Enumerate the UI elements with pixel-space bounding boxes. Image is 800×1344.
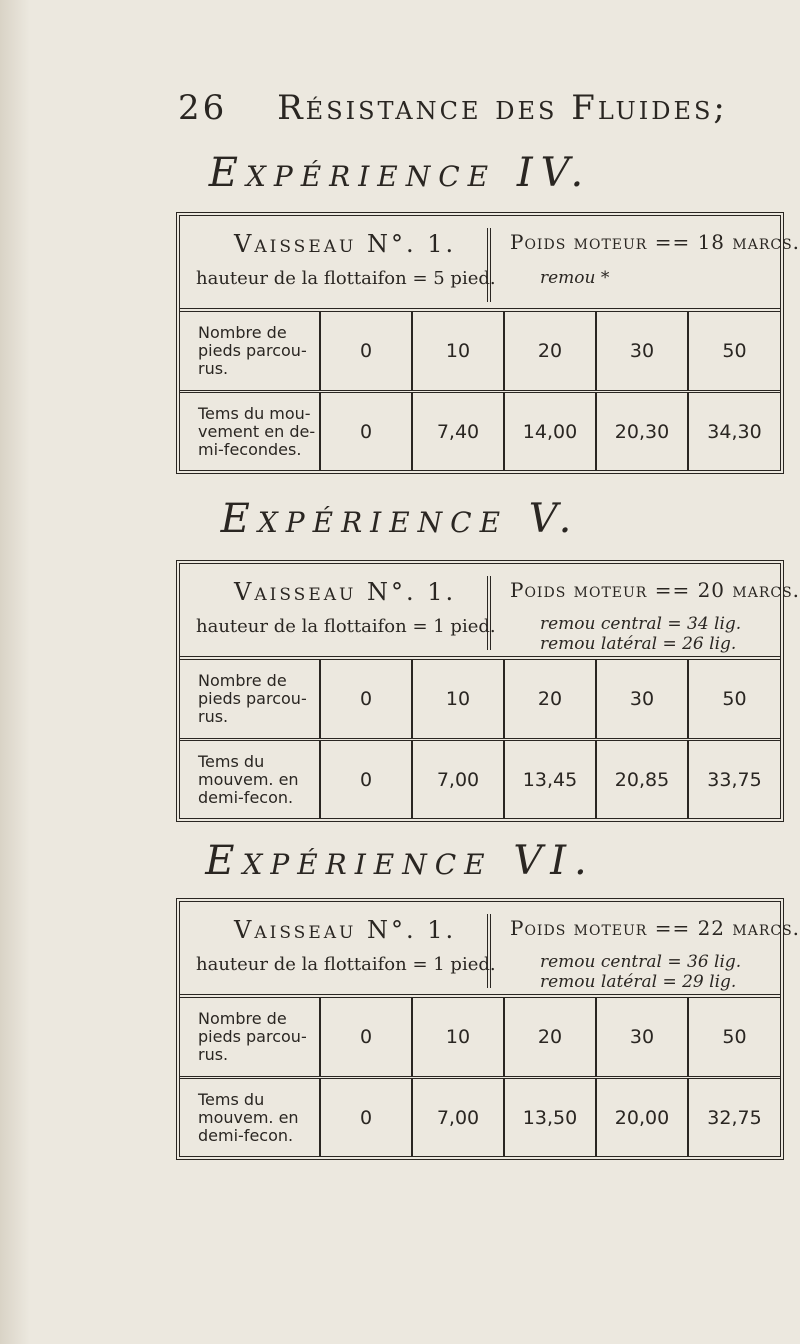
- cell: 10: [412, 660, 504, 740]
- header-divider: [487, 228, 491, 302]
- remou-line: remou latéral = 29 lig.: [540, 972, 737, 992]
- cell: 20,30: [596, 392, 688, 472]
- table-row: [180, 660, 780, 740]
- experiment-title: Expérience V.: [220, 496, 580, 542]
- cell: 13,45: [504, 740, 596, 820]
- experiment-header: [180, 564, 800, 660]
- row-label: Tems du mouvem. en demi-fecon.: [198, 1090, 299, 1145]
- cell: 33,75: [688, 740, 780, 820]
- running-title: Résistance des Fluides;: [277, 88, 728, 128]
- cell: 50: [688, 998, 780, 1078]
- float-height: hauteur de la flottaifon = 5 pied.: [196, 268, 496, 289]
- remou-line: remou central = 34 lig.: [540, 614, 742, 634]
- page-header: [178, 88, 778, 128]
- cell: 32,75: [688, 1078, 780, 1158]
- table-row: [180, 392, 780, 472]
- cell: 30: [596, 312, 688, 392]
- experiment-table: [176, 560, 800, 822]
- table-row: [180, 1078, 780, 1158]
- cell: 0: [320, 392, 412, 472]
- cell: 7,40: [412, 392, 504, 472]
- experiment-title: Expérience IV.: [208, 150, 592, 196]
- cell: 0: [320, 998, 412, 1078]
- data-grid: [180, 660, 780, 819]
- table-row: [180, 740, 780, 820]
- cell: 7,00: [412, 740, 504, 820]
- float-height: hauteur de la flottaifon = 1 pied.: [196, 616, 496, 637]
- vessel-label: Vaisseau N°. 1.: [234, 578, 457, 606]
- experiment-header: [180, 216, 800, 312]
- cell: 30: [596, 660, 688, 740]
- row-label: Tems du mouvem. en demi-fecon.: [198, 752, 299, 807]
- remou-line: remou latéral = 26 lig.: [540, 634, 737, 654]
- cell: 30: [596, 998, 688, 1078]
- cell: 50: [688, 312, 780, 392]
- cell: 0: [320, 312, 412, 392]
- cell: 0: [320, 740, 412, 820]
- page-number: 26: [178, 88, 228, 128]
- data-grid: [180, 312, 780, 471]
- motor-weight: Poids moteur == 20 marcs.: [510, 578, 800, 602]
- cell: 7,00: [412, 1078, 504, 1158]
- experiment-table: [176, 898, 800, 1160]
- cell: 10: [412, 998, 504, 1078]
- motor-weight: Poids moteur == 18 marcs.: [510, 230, 800, 254]
- remou-line: remou *: [540, 268, 610, 288]
- cell: 14,00: [504, 392, 596, 472]
- cell: 20: [504, 998, 596, 1078]
- experiment-table: [176, 212, 800, 474]
- cell: 13,50: [504, 1078, 596, 1158]
- remou-line: remou central = 36 lig.: [540, 952, 742, 972]
- cell: 0: [320, 660, 412, 740]
- row-label: Tems du mou-vement en de-mi-fecondes.: [198, 404, 316, 459]
- table-row: [180, 998, 780, 1078]
- table-row: [180, 312, 780, 392]
- motor-weight: Poids moteur == 22 marcs.: [510, 916, 800, 940]
- vessel-label: Vaisseau N°. 1.: [234, 230, 457, 258]
- vessel-label: Vaisseau N°. 1.: [234, 916, 457, 944]
- cell: 20: [504, 312, 596, 392]
- float-height: hauteur de la flottaifon = 1 pied.: [196, 954, 496, 975]
- row-label: Nombre de pieds parcou-rus.: [180, 312, 320, 392]
- experiment-header: [180, 902, 800, 998]
- cell: 20,85: [596, 740, 688, 820]
- header-divider: [487, 914, 491, 988]
- cell: 20,00: [596, 1078, 688, 1158]
- cell: 10: [412, 312, 504, 392]
- header-divider: [487, 576, 491, 650]
- cell: 34,30: [688, 392, 780, 472]
- row-label: Nombre de pieds parcou-rus.: [180, 998, 320, 1078]
- experiment-title: Expérience VI.: [205, 838, 595, 884]
- cell: 50: [688, 660, 780, 740]
- cell: 20: [504, 660, 596, 740]
- page-edge: [0, 0, 30, 1344]
- row-label: Nombre de pieds parcou-rus.: [180, 660, 320, 740]
- data-grid: [180, 998, 780, 1157]
- cell: 0: [320, 1078, 412, 1158]
